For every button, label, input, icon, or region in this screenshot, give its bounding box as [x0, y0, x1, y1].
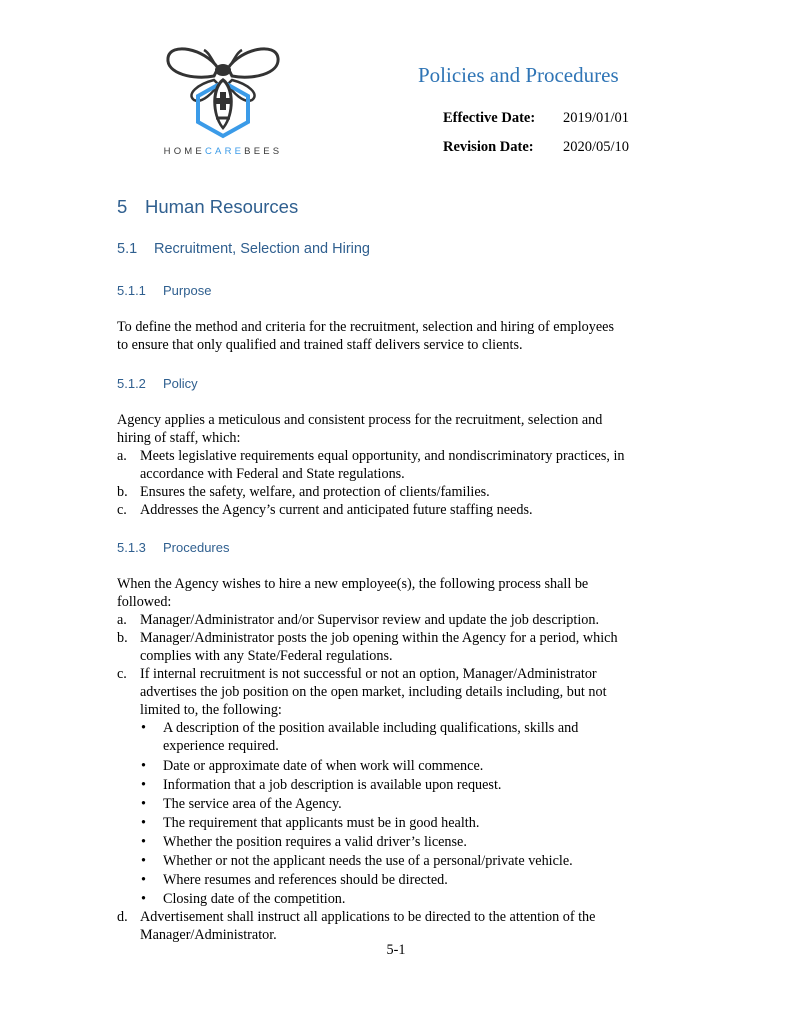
bullet-item: Date or approximate date of when work will commence.: [163, 758, 484, 774]
bullet-marker: •: [141, 815, 146, 831]
bullet-marker: •: [141, 777, 146, 793]
bullet-marker: •: [141, 891, 146, 907]
bee-icon: [164, 44, 282, 144]
list-item-text: advertises the job position on the open market, including details including, but not: [140, 684, 607, 700]
list-item-text: Meets legislative requirements equal opportunity, and nondiscriminatory practices, in: [140, 448, 625, 464]
list-item-text: Advertisement shall instruct all applications to be directed to the attention of the: [140, 909, 596, 925]
policy-intro-line: hiring of staff, which:: [117, 430, 241, 446]
purpose-line: To define the method and criteria for the recruitment, selection and hiring of employees: [117, 319, 614, 335]
bullet-item: Closing date of the competition.: [163, 891, 346, 907]
revision-date-value: 2020/05/10: [563, 139, 630, 155]
bullet-marker: •: [141, 834, 146, 850]
bullet-item: The service area of the Agency.: [163, 796, 342, 812]
bullet-item: Where resumes and references should be directed.: [163, 872, 448, 888]
bullet-item: The requirement that applicants must be in good health.: [163, 815, 480, 831]
list-item-text: Manager/Administrator posts the job opening within the Agency for a period, which: [140, 630, 618, 646]
purpose-heading: [117, 283, 211, 298]
page-number: 5-1: [386, 942, 406, 958]
subsection-heading: [117, 241, 370, 257]
list-marker: c.: [117, 666, 127, 682]
list-item-text: Addresses the Agency’s current and anticipated future staffing needs.: [140, 502, 533, 518]
bullet-marker: •: [141, 796, 146, 812]
policy-number: 5.1.2: [117, 376, 146, 391]
purpose-title: Purpose: [163, 283, 212, 298]
procedures-number: 5.1.3: [117, 540, 146, 555]
section-number: 5: [117, 196, 128, 217]
list-item-text: Ensures the safety, welfare, and protection of clients/families.: [140, 484, 490, 500]
purpose-number: 5.1.1: [117, 283, 146, 298]
policy-heading: [117, 376, 198, 391]
bullet-item: A description of the position available including qualifications, skills and: [163, 720, 579, 736]
list-item-text: Manager/Administrator and/or Supervisor review and update the job description.: [140, 612, 600, 628]
procedures-intro-line: When the Agency wishes to hire a new employee(s), the following process shall be: [117, 576, 589, 592]
list-item-text: Manager/Administrator.: [140, 927, 277, 943]
purpose-line: to ensure that only qualified and trained staff delivers service to clients.: [117, 337, 523, 353]
subsection-number: 5.1: [117, 241, 138, 257]
bullet-marker: •: [141, 720, 146, 736]
bullet-item: Whether the position requires a valid driver’s license.: [163, 834, 467, 850]
bullet-marker: •: [141, 872, 146, 888]
procedures-title: Procedures: [163, 540, 230, 555]
effective-date-label: Effective Date:: [443, 110, 536, 126]
list-marker: c.: [117, 502, 127, 518]
list-marker: b.: [117, 630, 128, 646]
bullet-item: Information that a job description is available upon request.: [163, 777, 502, 793]
list-marker: d.: [117, 909, 128, 925]
list-marker: a.: [117, 448, 127, 464]
revision-date-label: Revision Date:: [443, 139, 534, 155]
revision-date-row: [443, 139, 629, 156]
bullet-item: Whether or not the applicant needs the use of a personal/private vehicle.: [163, 853, 573, 869]
bullet-marker: •: [141, 853, 146, 869]
list-item-text: complies with any State/Federal regulations.: [140, 648, 393, 664]
subsection-title: Recruitment, Selection and Hiring: [154, 241, 370, 257]
effective-date-value: 2019/01/01: [563, 110, 630, 126]
logo-wordmark: HOMECAREBEES: [163, 146, 283, 157]
list-item-text: limited to, the following:: [140, 702, 282, 718]
list-item-text: accordance with Federal and State regulations.: [140, 466, 405, 482]
company-logo: [148, 44, 298, 162]
policy-title: Policy: [163, 376, 198, 391]
list-marker: a.: [117, 612, 127, 628]
bullet-marker: •: [141, 758, 146, 774]
document-title: Policies and Procedures: [418, 63, 619, 87]
bullet-item: experience required.: [163, 738, 279, 754]
section-title: Human Resources: [145, 196, 299, 217]
list-item-text: If internal recruitment is not successful or not an option, Manager/Administrator: [140, 666, 597, 682]
list-marker: b.: [117, 484, 128, 500]
procedures-intro-line: followed:: [117, 594, 172, 610]
section-heading: [117, 196, 298, 218]
effective-date-row: [443, 110, 629, 127]
policy-intro-line: Agency applies a meticulous and consistent process for the recruitment, selection and: [117, 412, 603, 428]
procedures-heading: [117, 540, 229, 555]
